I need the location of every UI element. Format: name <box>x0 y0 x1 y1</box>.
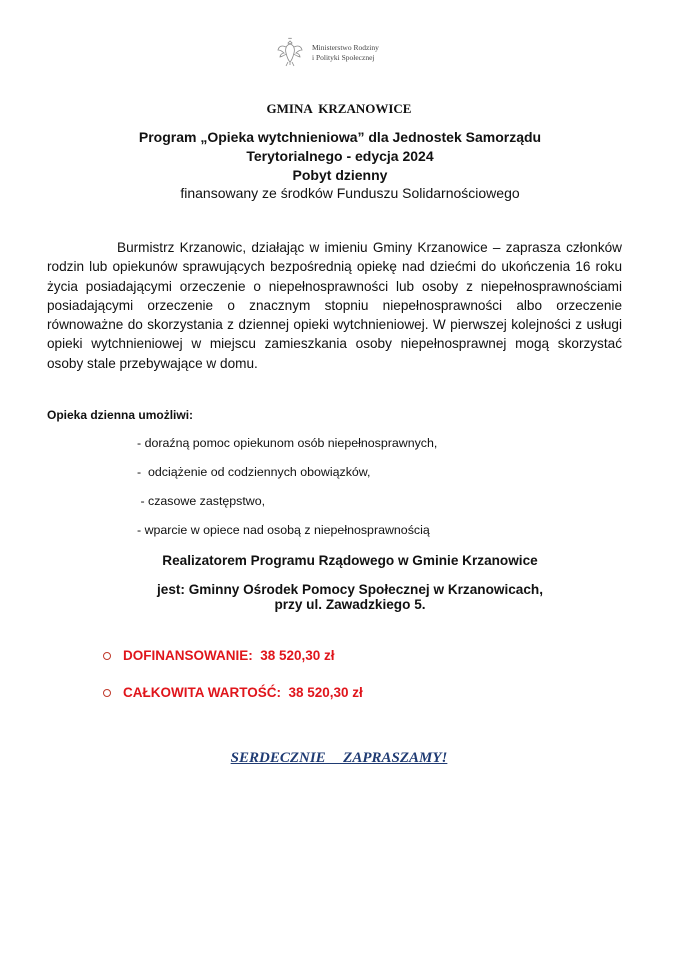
total-value-item <box>103 685 363 700</box>
program-title <box>60 128 620 185</box>
municipality-title: GMINA KRZANOWICE <box>266 101 412 116</box>
realizator-address: przy ul. Zawadzkiego 5. <box>274 597 426 612</box>
closing-invitation: SERDECZNIE ZAPRASZAMY! <box>230 750 448 766</box>
list-item: - wparcie w opiece nad osobą z niepełnosprawnością <box>137 523 430 537</box>
circle-bullet-icon <box>103 652 111 660</box>
intro-paragraph <box>47 238 622 373</box>
realizator-name: jest: Gminny Ośrodek Pomocy Społecznej w Krzanowicach, <box>156 582 543 597</box>
intro-paragraph-text: Burmistrz Krzanowic, działając w imieniu Gminy Krzanowice – zaprasza członków rodzin lub opiekunów sprawujących bezpośrednią opiekę nad dziećmi do ukończenia 16 roku życia posiadającymi orzeczenie o niepełnosprawności lub osoby z niepełnosprawnościami posiadającymi orzeczenie o znacznym stopniu niepełnosprawności albo orzeczenie równoważne do skorzystania z dziennej opieki wytchnieniowej. W pierwszej kolejności z usługi opieki wytchnieniowej w miejscu zamieszkania osoby niepełnosprawnej mogą skorzystać osoby stale przebywające w domu. <box>47 240 622 371</box>
funding-source: finansowany ze środków Funduszu Solidarnościowego <box>180 185 520 201</box>
program-title-line-1: Program „Opieka wytchnieniowa” dla Jednostek Samorządu <box>138 129 542 145</box>
list-heading: Opieka dzienna umożliwi: <box>47 408 194 422</box>
cofinancing-label: DOFINANSOWANIE: 38 520,30 zł <box>123 648 335 663</box>
ministry-line-1: Ministerstwo Rodziny <box>312 43 379 52</box>
program-title-line-2: Terytorialnego - edycja 2024 <box>246 148 434 164</box>
cofinancing-item <box>103 648 335 663</box>
total-value-label: CAŁKOWITA WARTOŚĆ: 38 520,30 zł <box>123 685 363 700</box>
list-item: - odciążenie od codziennych obowiązków, <box>137 465 371 479</box>
benefits-list <box>137 435 437 551</box>
circle-bullet-icon <box>103 689 111 697</box>
realizator-heading: Realizatorem Programu Rządowego w Gminie Krzanowice <box>162 553 538 568</box>
list-item: - czasowe zastępstwo, <box>137 494 266 508</box>
list-item: - doraźną pomoc opiekunom osób niepełnosprawnych, <box>137 436 438 450</box>
program-title-line-3: Pobyt dzienny <box>292 167 388 183</box>
realizator-details <box>60 582 640 612</box>
polish-eagle-emblem-icon <box>276 37 304 69</box>
ministry-logo <box>276 36 576 70</box>
ministry-name <box>312 43 379 63</box>
ministry-line-2: i Polityki Społecznej <box>312 53 375 62</box>
